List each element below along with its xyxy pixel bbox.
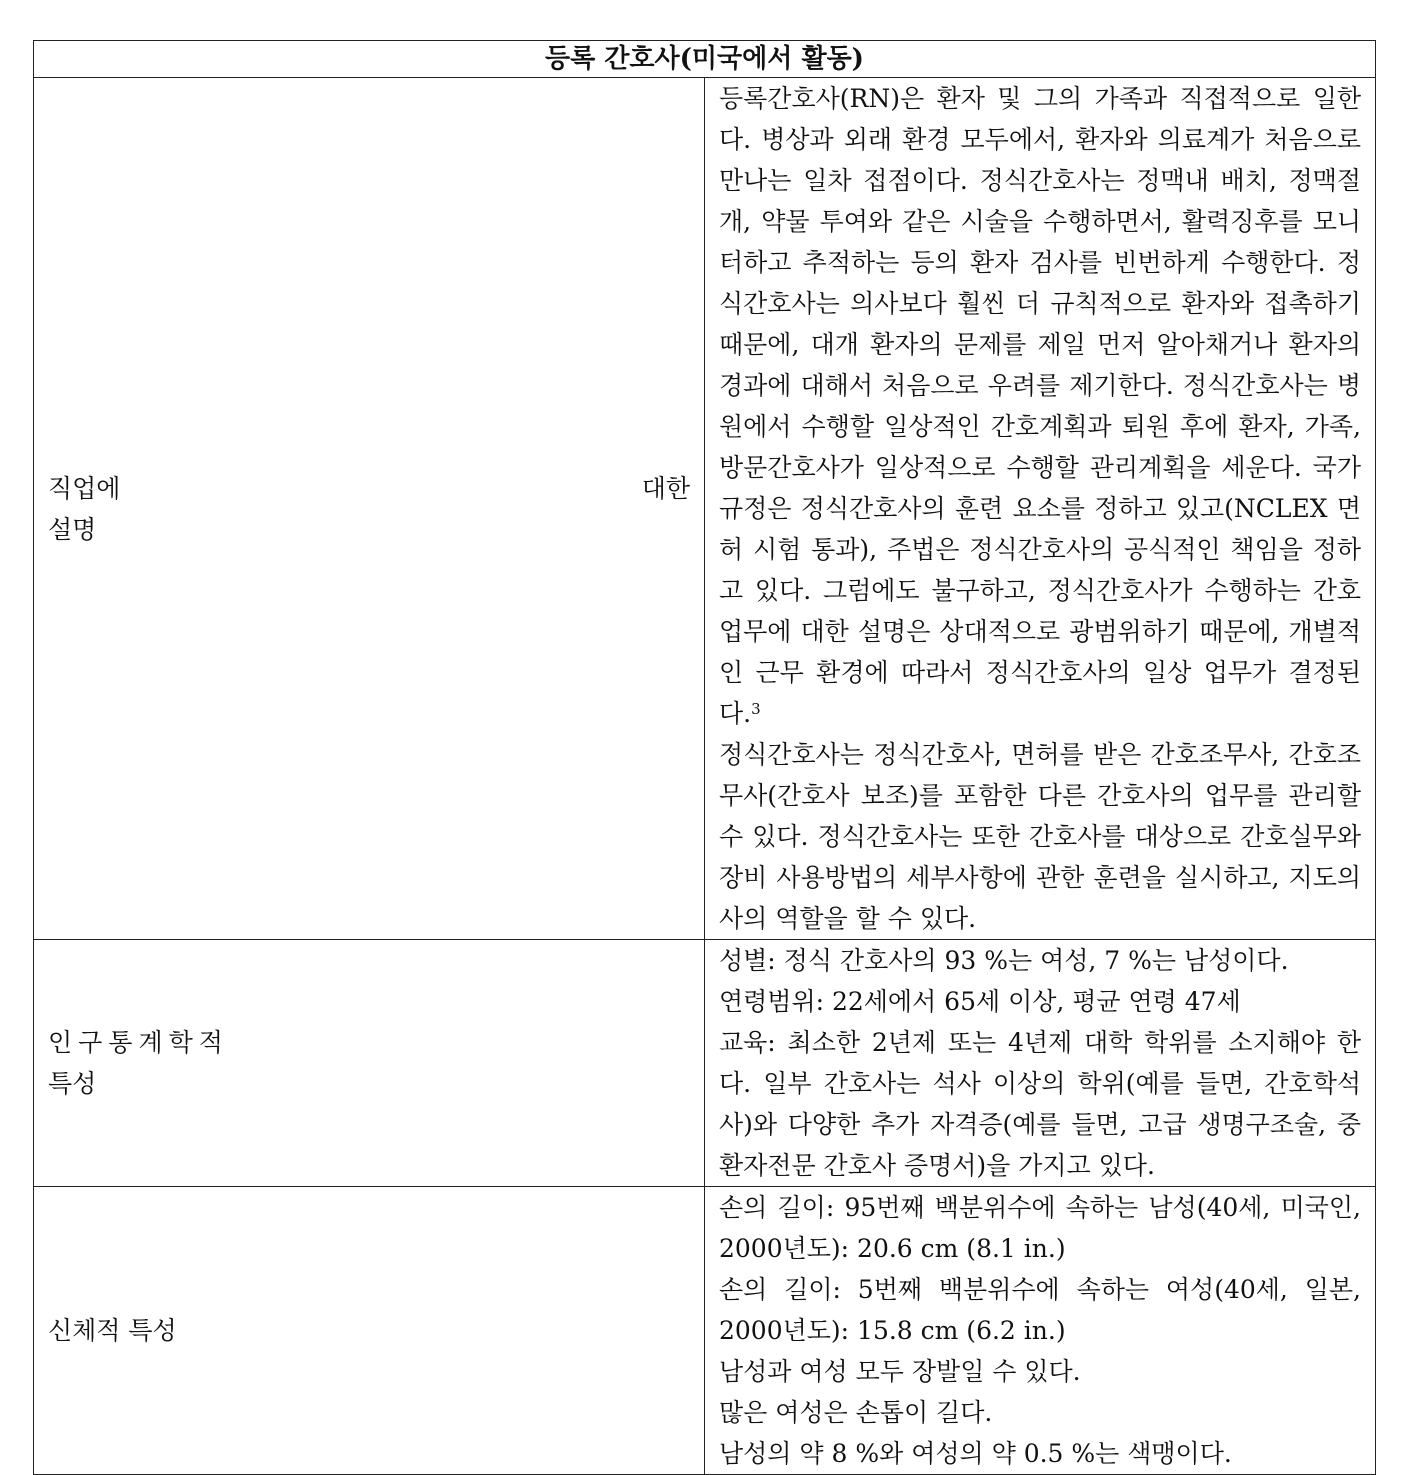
table-row — [34, 940, 1376, 1187]
paragraph: 정식간호사는 정식간호사, 면허를 받은 간호조무사, 간호조무사(간호사 보조)를 포함한 다른 간호사의 업무를 관리할 수 있다. 정식간호사는 또한 간호사를 대상으로 간호실무와 장비 사용방법의 세부사항에 관한 훈련을 실시하고, 지도의사의 역할을 할 수 있다. — [719, 740, 1361, 933]
row-label-job-description — [34, 78, 705, 940]
label-line — [48, 468, 690, 509]
label-word: 직업에 — [48, 473, 121, 503]
paragraph: 많은 여성은 손톱이 길다. — [719, 1398, 993, 1427]
label-line: 특성 — [48, 1069, 97, 1098]
paragraph: 연령범위: 22세에서 65세 이상, 평균 연령 47세 — [719, 987, 1241, 1016]
label-line: 설명 — [48, 514, 97, 544]
table-row — [34, 1187, 1376, 1475]
paragraph: 교육: 최소한 2년제 또는 4년제 대학 학위를 소지해야 한다. 일부 간호사는 석사 이상의 학위(예를 들면, 간호학석사)와 다양한 추가 자격증(예를 들면, 고급 생명구조술, 중환자전문 간호사 증명서)을 가지고 있다. — [719, 1028, 1361, 1180]
paragraph: 성별: 정식 간호사의 93 %는 여성, 7 %는 남성이다. — [719, 946, 1289, 975]
row-content-job-description — [705, 78, 1376, 940]
label-word: 대한 — [641, 473, 690, 503]
label-line: 신체적 특성 — [48, 1316, 177, 1345]
label-line: 인구통계학적 — [48, 1028, 229, 1057]
table-row — [34, 78, 1376, 940]
paragraph: 손의 길이: 5번째 백분위수에 속하는 여성(40세, 일본, 2000년도): 15.8 cm (6.2 in.) — [719, 1275, 1361, 1345]
table-title: 등록 간호사(미국에서 활동) — [34, 41, 1376, 78]
row-content-demographics — [705, 940, 1376, 1187]
paragraph: 남성의 약 8 %와 여성의 약 0.5 %는 색맹이다. — [719, 1439, 1232, 1468]
footnote-marker: 3 — [751, 700, 761, 718]
paragraph-text: 등록간호사(RN)은 환자 및 그의 가족과 직접적으로 일한다. 병상과 외래 환경 모두에서, 환자와 의료계가 처음으로 만나는 일차 접점이다. 정식간호사는 정맥내 배치, 정맥절개, 약물 투여와 같은 시술을 수행하면서, 활력징후를 모니터하고 추적하는 등의 환자 검사를 빈번하게 수행한다. 정식간호사는 의사보다 훨씬 더 규칙적으로 환자와 접촉하기 때문에, 대개 환자의 문제를 제일 먼저 알아채거나 환자의 경과에 대해서 처음으로 우려를 제기한다. 정식간호사는 병원에서 수행할 일상적인 간호계획과 퇴원 후에 환자, 가족, 방문간호사가 일상적으로 수행할 관리계획을 세운다. 국가 규정은 정식간호사의 훈련 요소를 정하고 있고(NCLEX 면허 시험 통과), 주법은 정식간호사의 공식적인 책임을 정하고 있다. 그럼에도 불구하고, 정식간호사가 수행하는 간호업무에 대한 설명은 상대적으로 광범위하기 때문에, 개별적인 근무 환경에 따라서 정식간호사의 일상 업무가 결정된다. — [719, 84, 1361, 728]
paragraph — [719, 78, 1361, 734]
title-row — [34, 41, 1376, 78]
paragraph: 남성과 여성 모두 장발일 수 있다. — [719, 1357, 1081, 1386]
document-table — [33, 40, 1376, 1475]
row-label-demographics — [34, 940, 705, 1187]
row-content-physical — [705, 1187, 1376, 1475]
row-label-physical — [34, 1187, 705, 1475]
paragraph: 손의 길이: 95번째 백분위수에 속하는 남성(40세, 미국인, 2000년도): 20.6 cm (8.1 in.) — [719, 1193, 1361, 1263]
